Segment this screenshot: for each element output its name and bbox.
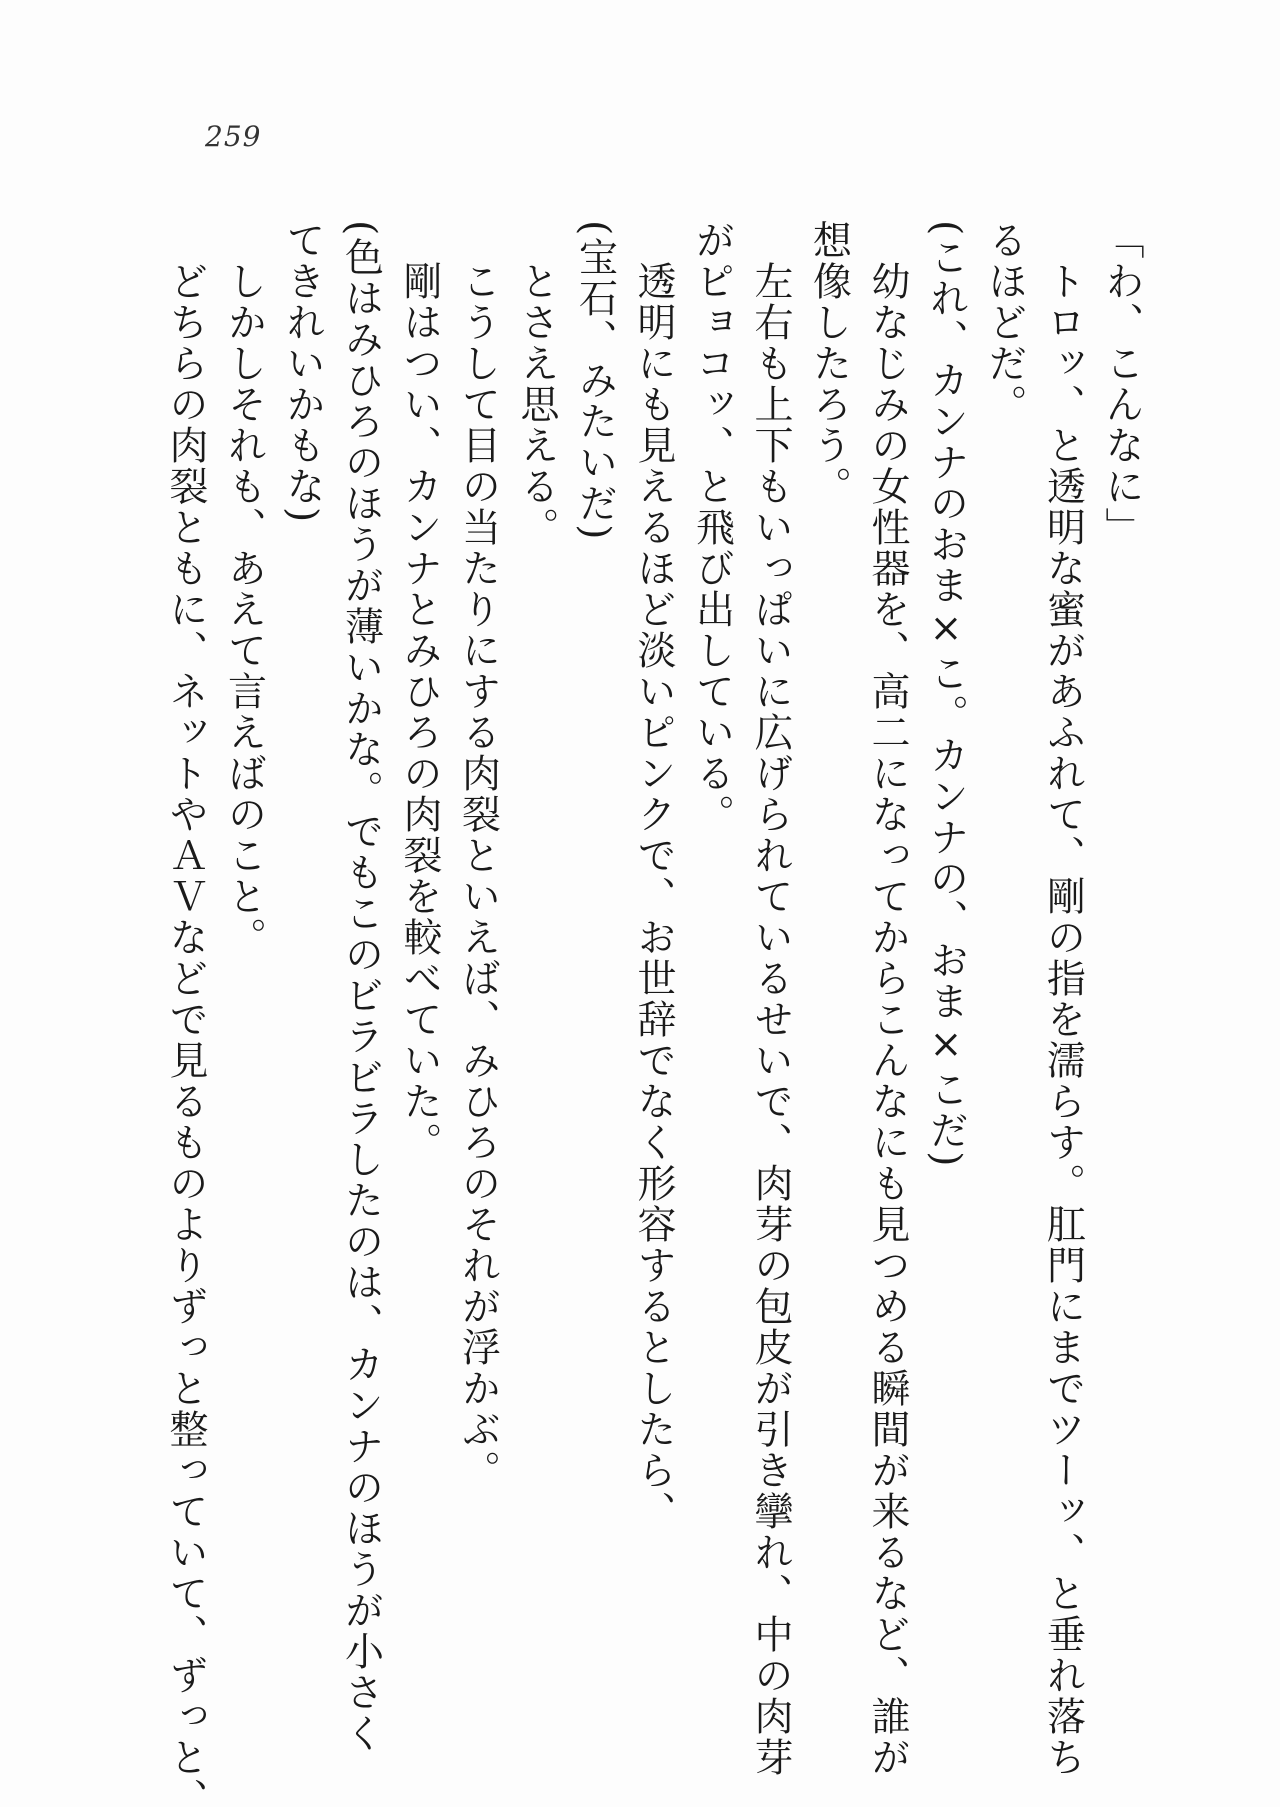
text-line: (色はみひろのほうが薄いかな。でもこのビラビラしたのは、カンナのほうが小さく [338, 220, 384, 1755]
text-line: とさえ思える。 [514, 220, 559, 548]
text-line: こうして目の当たりにする肉裂といえば、みひろのそれが浮かぶ。 [455, 220, 501, 1491]
text-line: 左右も上下もいっぱいに広げられているせいで、肉芽の包皮が引き攣れ、中の肉芽 [748, 220, 793, 1778]
text-line: 「わ、こんなに」 [1099, 220, 1144, 548]
page-number: 259 [205, 120, 262, 153]
text-line: るほどだ。 [982, 220, 1027, 425]
vertical-text-body [156, 220, 1151, 1819]
text-line: トロッ、と透明な蜜があふれて、剛の指を濡らす。肛門にまでツーッ、と垂れ落ち [1040, 220, 1086, 1778]
text-line: しかしそれも、あえて言えばのこと。 [221, 220, 267, 958]
text-line: (これ、カンナのおま×こ。カンナの、おま×こだ) [923, 220, 969, 1169]
text-line: どちらの肉裂ともに、ネットやＡＶなどで見るものよりずっと整っていて、ずっと、 [163, 220, 208, 1819]
text-line: 想像したろう。 [806, 220, 852, 507]
text-line: がピョコッ、と飛び出している。 [689, 220, 735, 835]
text-line: (宝石、みたいだ) [572, 220, 618, 542]
text-line: 剛はつい、カンナとみひろの肉裂を較べていた。 [397, 220, 442, 1163]
text-line: てきれいかもな) [280, 220, 325, 525]
text-line: 透明にも見えるほど淡いピンクで、お世辞でなく形容するとしたら、 [631, 220, 676, 1532]
text-line: 幼なじみの女性器を、高二になってからこんなにも見つめる瞬間が来るなど、誰が [865, 220, 910, 1778]
